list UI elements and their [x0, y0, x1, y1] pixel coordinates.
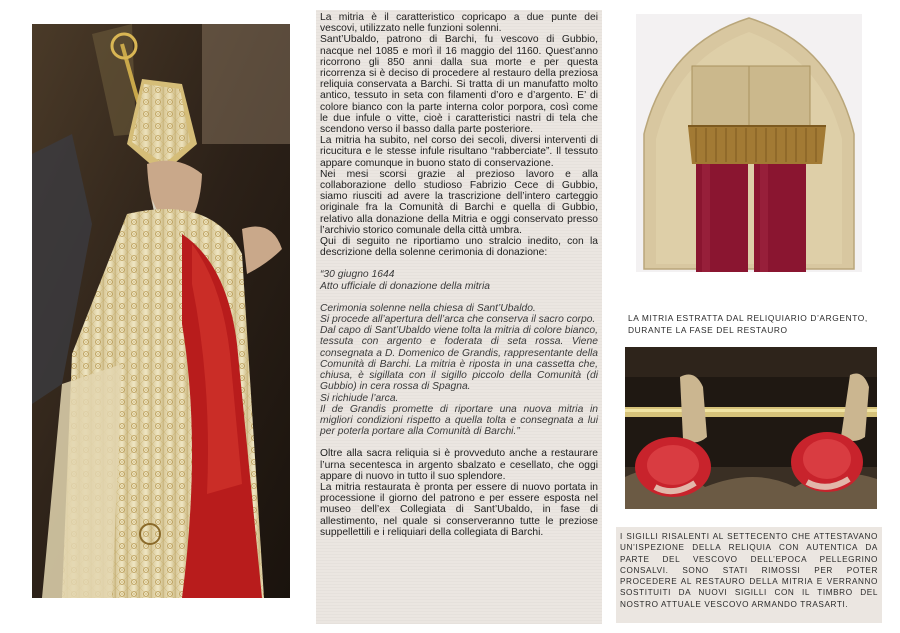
saint-ubaldo-painting	[32, 24, 290, 598]
mitre-photo	[636, 14, 862, 272]
seals-caption: I SIGILLI RISALENTI AL SETTECENTO CHE ATTESTAVANO UN’ISPEZIONE DELLA RELIQUIA CON AUTENTICA DA PARTE DEL VESCOVO DELL’EPOCA PELLEGRINO CONSALVI. SONO STATI RIMOSSI PER POTER PROCEDERE AL RESTAURO DELLA MITRIA E VERRANNO SOSTITUITI DA NUOVI SIGILLI CON IL TIMBRO DEL NOSTRO ATTUALE VESCOVO ARMANDO TRASARTI.	[616, 527, 882, 623]
article-paragraph: Sant’Ubaldo, patrono di Barchi, fu vescovo di Gubbio, nacque nel 1085 e morì il 16 maggio del 1160. Quest’anno ricorrono gli 850 anni dalla sua morte e per questa ricorrenza si è deciso di procedere al restauro della preziosa reliquia conservata a Barchi. Si tratta di un manufatto molto antico, tessuto in seta con filamenti d’oro e d’argento. E’ di colore bianco con la parte interna color porpora, così come le due infule o vitte, cioè i caratteristici nastri di tela che scendono verso il basso dalla parte posteriore.	[320, 34, 598, 136]
quote-line: Si procede all’apertura dell’arca che conserva il sacro corpo.	[320, 314, 596, 326]
article-text	[316, 10, 602, 624]
quote-date: “30 giugno 1644	[320, 269, 395, 281]
article-paragraph: Qui di seguito ne riportiamo uno stralcio inedito, con la descrizione della solenne cerimonia di donazione:	[320, 236, 598, 259]
article-paragraph: La mitria è il caratteristico copricapo a due punte dei vescovi, utilizzato nelle funzioni solenni.	[320, 12, 598, 35]
article-paragraph: La mitria ha subito, nel corso dei secoli, diversi interventi di ricucitura e le stesse infule risultano “rabberciate”. Il tessuto appare comunque in buono stato di conservazione.	[320, 135, 598, 169]
article-paragraph: Oltre alla sacra reliquia si è provveduto anche a restaurare l’urna secentesca in argento sbalzato e cesellato, che oggi appare di nuovo in tutto il suo splendore.	[320, 448, 598, 482]
article-paragraph: La mitria restaurata è pronta per essere di nuovo portata in processione il giorno del patrono e per essere esposta nel museo dell’ex Collegiata di Sant’Ubaldo, in fase di allestimento, nel quale si conserveranno tutte le preziose suppellettili e i reliquiari della collegiata di Barchi.	[320, 481, 598, 538]
quote-line: Si richiude l’arca.	[320, 392, 399, 404]
quote-title: Atto ufficiale di donazione della mitria	[320, 280, 490, 292]
quote-line: Dal capo di Sant’Ubaldo viene tolta la mitria di colore bianco, tessuta con argento e foderata di seta rossa. Viene consegnata a D. Domenico de Grandis, rappresentante della Comunità di Barchi. La mitria è riposta in una cassetta che, chiusa, è sigillata con il sigillo piccolo della Comunità (di Gubbio) in cera rossa di Spagna.	[320, 325, 598, 393]
seals-photo	[625, 347, 877, 509]
article-paragraph: Nei mesi scorsi grazie al prezioso lavoro e alla collaborazione dello studioso Fabrizio Cece di Gubbio, siamo riusciti ad avere la trascrizione dell’intero carteggio originale fra la Comunità di Barchi e quella di Gubbio, relativo alla donazione della Mitria e oggi conservato presso l’archivio storico comunale della città umbra.	[320, 168, 598, 236]
quote-ceremony: Cerimonia solenne nella chiesa di Sant’Ubaldo.	[320, 302, 536, 314]
mitre-caption: LA MITRIA ESTRATTA DAL RELIQUIARIO D’ARGENTO, DURANTE LA FASE DEL RESTAURO	[628, 313, 868, 335]
quote-line: Il de Grandis promette di riportare una nuova mitria in migliori condizioni rispetto a quella tolta e consegnata a lui per poterla portare alla Comunità di Barchi.”	[320, 403, 598, 438]
